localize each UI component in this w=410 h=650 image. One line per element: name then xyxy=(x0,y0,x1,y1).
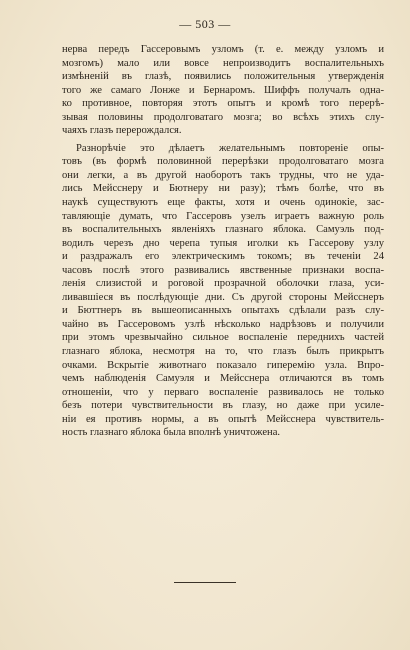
text-line: наукѣ существуютъ еще факты, хотя и очень одинокiе, зас- xyxy=(62,197,384,209)
text-line: нерва передъ Гассеровымъ узломъ (т. е. между узломъ и xyxy=(62,44,384,55)
text-line: при этомъ чрезвычайно сильное воспаленiе переднихъ частей xyxy=(62,332,384,344)
text-line: чемъ наблюденiя Самуэля и Мейсснера отличаются въ томъ xyxy=(62,373,384,385)
text-line: чаяхъ глазъ перерождался. xyxy=(62,125,182,137)
text-line: въ воспалительныхъ явленiяхъ глазнаго яблока. Самуэль под- xyxy=(62,224,384,236)
text-line: часовъ послѣ этого развивались явственные признаки воспа- xyxy=(62,264,384,276)
text-line: лись Мейсснеру и Бютнеру ни разу); тѣмъ болѣе, что въ xyxy=(62,183,384,195)
text-line: ленiя слизистой и роговой прозрачной оболочки глаза, уси- xyxy=(62,278,384,290)
text-line: зывая половины продолговатаго мозга; во всѣхъ этихъ слу- xyxy=(62,111,384,123)
body-text xyxy=(62,43,384,440)
text-line: чайно въ Гассеровомъ узлѣ нѣсколько надрѣзовъ и получили xyxy=(62,318,384,330)
section-end-rule xyxy=(174,582,236,583)
text-line: ность глазнаго яблока была вполнѣ уничтожена. xyxy=(62,427,281,439)
text-line: тавляющiе думать, что Гассеровъ узелъ играетъ важную роль xyxy=(62,210,384,222)
text-line: измѣненiй въ глазѣ, появились положительныя утвержденiя xyxy=(62,71,384,83)
text-line: товъ (въ формѣ половинной перерѣзки продолговатаго мозга xyxy=(62,156,384,168)
text-line: отношенiи, что у перваго воспаленiе развивалось не только xyxy=(62,386,384,398)
paragraph-1 xyxy=(62,43,384,138)
text-line: и Бюттнеръ въ вышеописанныхъ опытахъ сдѣлали разъ слу- xyxy=(62,305,384,317)
text-line: безъ потери чувствительности въ глазу, но даже при усиле- xyxy=(62,400,384,412)
text-line: водилъ черезъ дно черепа тупыя иголки къ Гассерову узлу xyxy=(62,237,384,249)
text-line: ливавшiеся въ послѣдующiе дни. Съ другой стороны Мейсснеръ xyxy=(62,291,384,303)
paragraph-2 xyxy=(62,142,384,440)
text-line: нiи ея противъ нормы, а въ опытѣ Мейсснера чувствитель- xyxy=(62,413,384,425)
text-line: того же самаго Лонже и Бернаромъ. Шиффъ получалъ одна- xyxy=(62,84,384,96)
text-line: и раздражалъ его электрическимъ токомъ; въ теченiи 24 xyxy=(62,251,384,263)
text-line: мозгомъ) мало или вовсе непроизводитъ воспалительныхъ xyxy=(62,57,384,69)
text-line: ко противное, повторяя этотъ опытъ и кромѣ того перерѣ- xyxy=(62,98,384,110)
page-number: — 503 — xyxy=(179,17,231,31)
text-line: очками. Вскрытiе животнаго показало гиперемiю узла. Впро- xyxy=(62,359,384,371)
text-line: Разнорѣчiе это дѣлаетъ желательнымъ повторенiе опы- xyxy=(76,142,384,154)
text-line: они легки, а въ другой наоборотъ такъ трудны, что не уда- xyxy=(62,169,384,181)
text-line: глазнаго яблока, несмотря на то, что глазъ былъ прикрытъ xyxy=(62,346,384,358)
